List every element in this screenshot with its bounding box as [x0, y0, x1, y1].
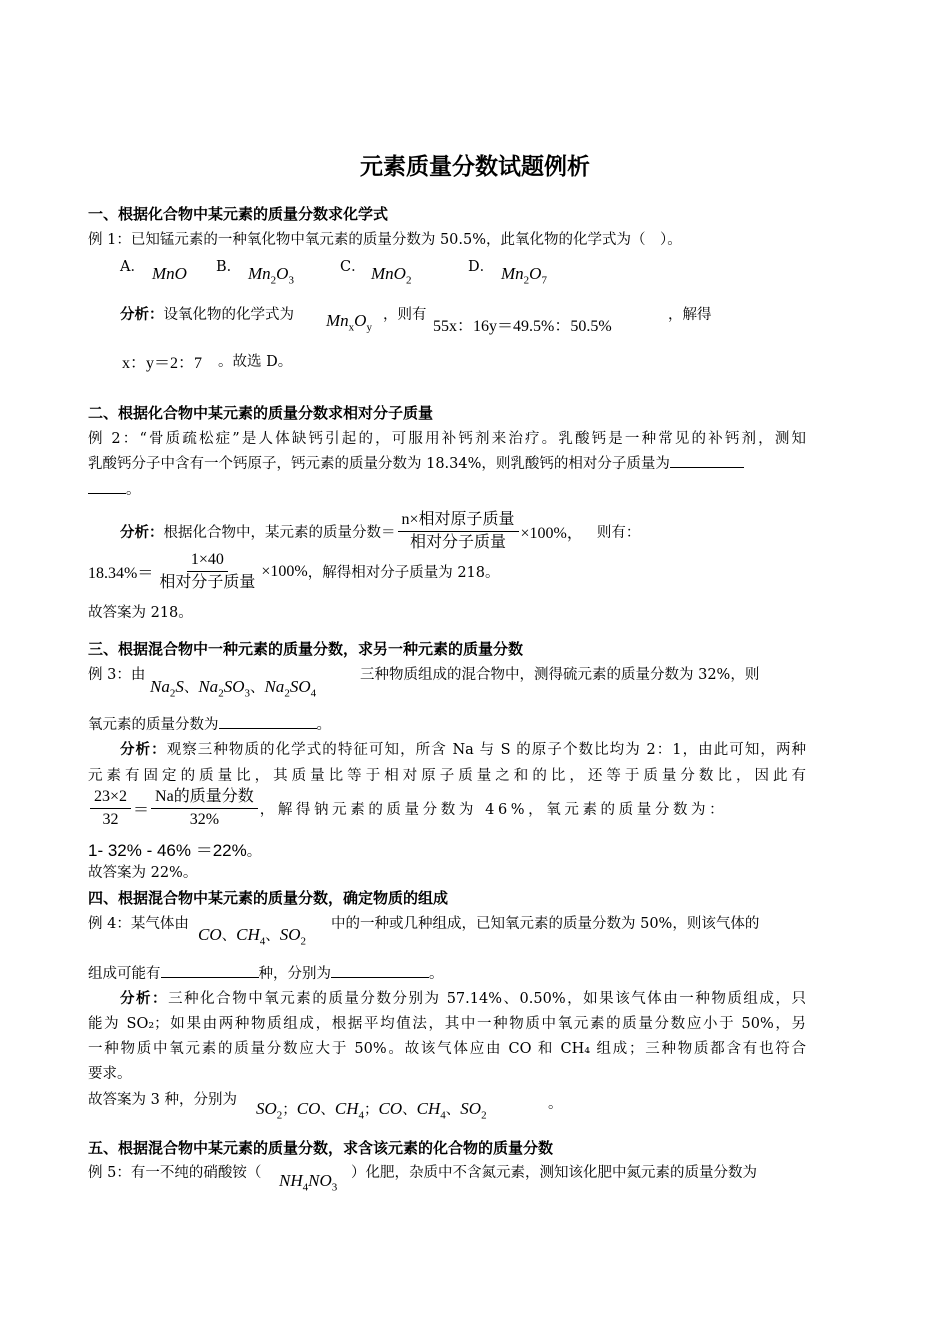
analysis-2-formula-line [120, 510, 640, 553]
example-4-question: 组成可能有 种，分别为 。 [88, 962, 444, 983]
analysis-text: ×100%， [520, 525, 583, 542]
example-2-question: 例 2：“骨质疏松症”是人体缺钙引起的，可服用补钙剂来治疗。乳酸钙是一种常见的补钙剂，测知 [88, 431, 806, 447]
analysis-label: 分析： [120, 741, 167, 758]
equation-fraction: $\frac{1\times 40}{\text{相对分子质量}}$ [159, 551, 256, 591]
analysis-text: 设氧化物的化学式为 [163, 307, 294, 323]
example-3-question: 三种物质组成的混合物中，测得硫元素的质量分数为 32%，则 [360, 667, 760, 683]
section-2-heading: 二、根据化合物中某元素的质量分数求相对分子质量 [88, 404, 434, 422]
example-2-question: 。 [88, 478, 141, 499]
example-5-question: ）化肥，杂质中不含氮元素，测知该化肥中氮元素的质量分数为 [351, 1165, 757, 1181]
analysis-text: 则有： [596, 525, 641, 541]
option-b-formula: $Mn_2O_3$ [248, 264, 294, 287]
example-4-answer: 故答案为 3 种，分别为 [88, 1092, 237, 1108]
option-d-formula: $Mn_2O_7$ [501, 264, 547, 287]
sodium-fraction: $\frac{\text{Na的质量分数}}{32\%}$ [151, 787, 258, 830]
example-2-question: 乳酸钙分子中含有一个钙原子，钙元素的质量分数为 18.34%，则乳酸钙的相对分子质量为 [88, 452, 744, 473]
formula-answer-combos: $SO_2$；CO、$CH_4$；CO、$CH_4$、$SO_2$ [256, 1099, 487, 1122]
answer-blank[interactable] [331, 963, 429, 978]
analysis-4-text: 要求。 [88, 1066, 132, 1082]
ratio-fraction: $\frac{23\times 2}{32}$ [90, 787, 131, 830]
analysis-4-text: 一种物质中氧元素的质量分数应大于 50%。故该气体应由 CO 和 CH₄ 组成；三种物质都含有也符合 [88, 1041, 806, 1057]
equation-ratio: 55x：16y＝49.5%：50.5% [433, 318, 612, 335]
example-4-question: 中的一种或几种组成，已知氧元素的质量分数为 50%，则该气体的 [331, 916, 760, 932]
section-5-heading: 五、根据混合物中某元素的质量分数，求含该元素的化合物的质量分数 [88, 1139, 554, 1157]
option-a-formula: MnO [152, 264, 187, 283]
example-3-question: 例 3：由 [88, 667, 146, 683]
example-4-answer-end: 。 [548, 1096, 563, 1112]
analysis-2-equation-line [88, 550, 500, 593]
analysis-3-text: 元素有固定的质量比，其质量比等于相对原子质量之和的比，还等于质量分数比，因此有 [88, 768, 806, 784]
equation-right: ×100% [261, 562, 308, 580]
solution-ratio: x：y＝2：7 [122, 355, 203, 372]
analysis-label: 分析： [120, 306, 164, 323]
formula-mnxoy: $Mn_xO_y$ [326, 311, 372, 334]
example-5-question: 例 5：有一不纯的硝酸铵（ [88, 1165, 262, 1181]
formula-sodium-compounds: $Na_2S$、$Na_2SO_3$、$Na_2SO_4$ [150, 677, 317, 700]
option-c-label: C． [340, 259, 366, 275]
example-4-question: 例 4：某气体由 [88, 916, 189, 932]
answer-blank[interactable] [670, 453, 744, 468]
option-c-formula: MnO$_2$ [371, 264, 412, 287]
analysis-label: 分析： [120, 990, 169, 1007]
analysis-text: ，解得 [668, 307, 712, 323]
analysis-4-text: 分析：三种化合物中氧元素的质量分数分别为 57.14%、0.50%，如果该气体由一种物质组成，只 [120, 990, 807, 1007]
formula-nh4no3: $NH_4NO_3$ [279, 1171, 338, 1194]
analysis-1-line [120, 303, 294, 324]
analysis-text: ，则有 [383, 307, 427, 323]
option-b-label: B． [216, 259, 242, 275]
document-title: 元素质量分数试题例析 [360, 153, 590, 180]
answer-blank[interactable] [88, 479, 126, 494]
analysis-3-fraction-line: $\frac{23\times 2}{32}$ ＝ $\frac{\text{Na的质量分数}}{32\%}$ ，解得钠元素的质量分数为 46%，氧元素的质量分数为： [88, 787, 727, 830]
formula-gases: CO、$CH_4$、$SO_2$ [198, 925, 307, 948]
answer-blank[interactable] [219, 714, 317, 729]
answer-blank[interactable] [161, 963, 259, 978]
example-2-answer: 故答案为 218。 [88, 605, 193, 621]
section-3-heading: 三、根据混合物中一种元素的质量分数，求另一种元素的质量分数 [88, 640, 524, 658]
section-4-heading: 四、根据混合物中某元素的质量分数，确定物质的组成 [88, 889, 449, 907]
analysis-label: 分析： [120, 524, 164, 541]
section-1-heading: 一、根据化合物中某元素的质量分数求化学式 [88, 205, 389, 223]
analysis-conclusion: 。故选 D。 [218, 354, 293, 370]
analysis-text: 根据化合物中，某元素的质量分数＝ [163, 525, 396, 541]
option-d-label: D． [468, 259, 495, 275]
oxygen-calc: 1- 32% - 46% ＝22%。 [88, 841, 262, 860]
example-1-question: 例 1：已知锰元素的一种氧化物中氧元素的质量分数为 50.5%，此氧化物的化学式为（ ）。 [88, 232, 682, 248]
analysis-text: ，解得相对分子质量为 218。 [307, 565, 500, 581]
analysis-3-text: 分析：观察三种物质的化学式的特征可知，所含 Na 与 S 的原子个数比均为 2：1，由此可知，两种 [120, 741, 806, 758]
mass-fraction-formula: $\frac{\text{n×相对原子质量}}{\text{相对分子质量}}$ [398, 510, 519, 553]
analysis-4-text: 能为 SO₂；如果由两种物质组成，根据平均值法，其中一种物质中氧元素的质量分数应小于 50%，另 [88, 1016, 806, 1032]
example-3-answer: 故答案为 22%。 [88, 865, 198, 881]
analysis-text: ，解得钠元素的质量分数为 46%，氧元素的质量分数为： [259, 802, 728, 818]
equation-left: 18.34%＝ [88, 565, 154, 582]
option-a-label: A． [120, 259, 145, 275]
example-3-question: 氧元素的质量分数为 。 [88, 713, 331, 734]
